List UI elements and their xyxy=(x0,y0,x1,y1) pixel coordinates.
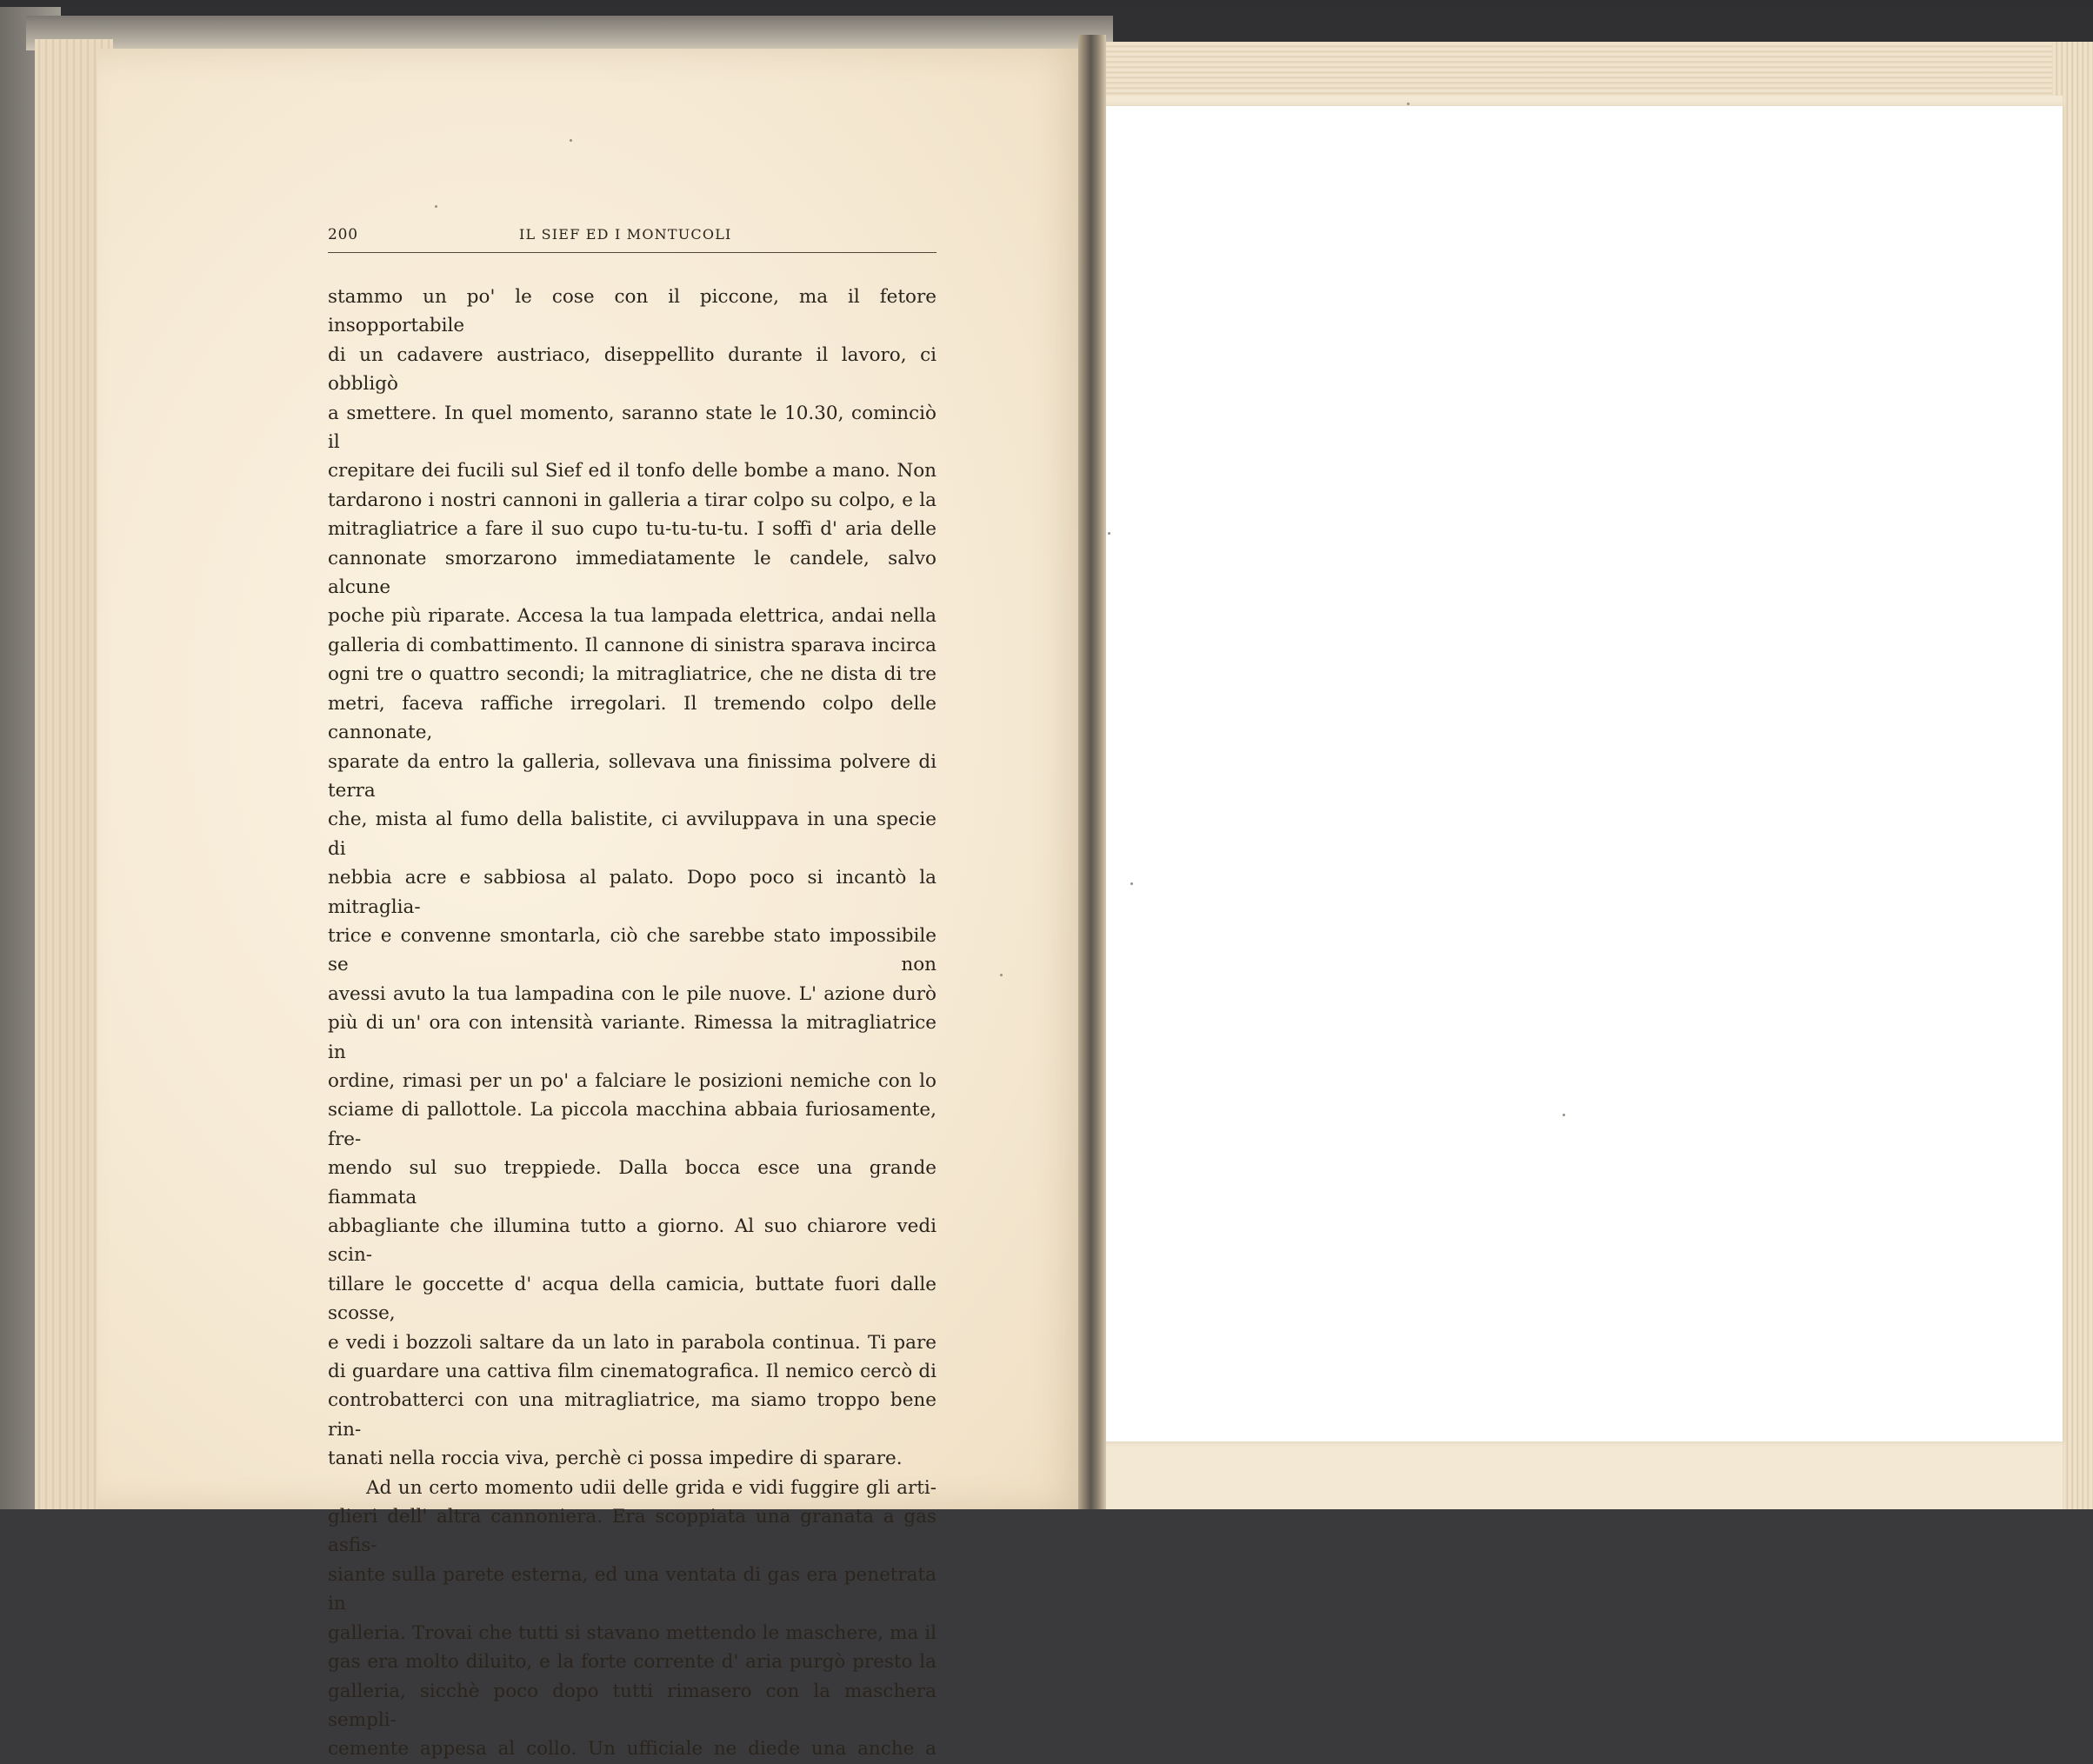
text-line: avessi avuto la tua lampadina con le pile nuove. L' azione durò xyxy=(328,982,937,1005)
text-line: galleria. Trovai che tutti si stavano mettendo le maschere, ma il xyxy=(328,1621,937,1644)
text-line: gas era molto diluito, e la forte corrente d' aria purgò presto la xyxy=(328,1651,937,1674)
text-line: trice e convenne smontarla, ciò che sarebbe stato impossibile se non xyxy=(328,924,937,976)
text-line: siante sulla parete esterna, ed una ventata di gas era penetrata in xyxy=(328,1563,937,1615)
text-line: ogni tre o quattro secondi; la mitragliatrice, che ne dista di tre xyxy=(328,663,937,686)
text-line: glieri dell' altra cannoniera. Era scoppiata una granata a gas asfis- xyxy=(328,1506,937,1557)
paper-speck xyxy=(1130,882,1133,885)
page-text-block xyxy=(328,217,937,1764)
book-cover-top xyxy=(26,16,1113,50)
text-line: di guardare una cattiva film cinematografica. Il nemico cercò di xyxy=(328,1361,937,1383)
text-line: crepitare dei fucili sul Sief ed il tonfo delle bombe a mano. Non xyxy=(328,460,937,483)
text-line: abbagliante che illumina tutto a giorno. Al suo chiarore vedi scin- xyxy=(328,1215,937,1267)
text-line: nebbia acre e sabbiosa al palato. Dopo poco si incantò la mitraglia- xyxy=(328,867,937,918)
paper-speck xyxy=(570,139,572,142)
text-line: tillare le goccette d' acqua della camicia, buttate fuori dalle scosse, xyxy=(328,1273,937,1325)
text-line: di un cadavere austriaco, diseppellito durante il lavoro, ci obbligò xyxy=(328,343,937,396)
text-line: mendo sul suo treppiede. Dalla bocca esce una grande fiammata xyxy=(328,1157,937,1208)
text-line: galleria di combattimento. Il cannone di sinistra sparava incirca xyxy=(328,634,937,656)
running-head xyxy=(328,217,937,253)
paper-speck xyxy=(1108,532,1110,535)
text-line: Ad un certo momento udii delle grida e vidi fuggire gli arti- xyxy=(366,1476,937,1499)
running-title: IL SIEF ED I MONTUCOLI xyxy=(519,226,732,243)
paper-speck xyxy=(1563,1114,1565,1116)
text-line: sparate da entro la galleria, sollevava una finissima polvere di terra xyxy=(328,750,937,802)
text-line: ordine, rimasi per un po' a falciare le posizioni nemiche con lo xyxy=(328,1069,937,1092)
text-line: mitragliatrice a fare il suo cupo tu-tu-tu-tu. I soffi d' aria delle xyxy=(328,518,937,541)
text-line: e vedi i bozzoli saltare da un lato in parabola continua. Ti pare xyxy=(328,1331,937,1354)
text-line: metri, faceva raffiche irregolari. Il tremendo colpo delle cannonate, xyxy=(328,692,937,744)
text-line: galleria, sicchè poco dopo tutti rimasero con la maschera sempli- xyxy=(328,1680,937,1731)
paper-speck xyxy=(435,205,437,208)
body-text xyxy=(328,283,937,1764)
text-line: tardarono i nostri cannoni in galleria a tirar colpo su colpo, e la xyxy=(328,489,937,511)
text-line: sciame di pallottole. La piccola macchina abbaia furiosamente, fre- xyxy=(328,1099,937,1150)
text-line: stammo un po' le cose con il piccone, ma il fetore insopportabile xyxy=(328,286,937,337)
paragraph-1 xyxy=(328,283,937,1474)
blank-right-sheet xyxy=(1097,106,2063,1441)
book-gutter xyxy=(1078,35,1106,1509)
text-line: tanati nella roccia viva, perchè ci possa impedire di sparare. xyxy=(328,1448,903,1470)
page-number: 200 xyxy=(328,226,358,243)
text-line: cemente appesa al collo. Un ufficiale ne diede una anche a xyxy=(328,1738,937,1761)
paragraph-2 xyxy=(328,1474,937,1764)
text-line: che, mista al fumo della balistite, ci avviluppava in una specie di xyxy=(328,809,937,860)
paper-speck xyxy=(1407,103,1410,105)
paper-speck xyxy=(1000,974,1003,976)
text-line: controbatterci con una mitragliatrice, ma siamo troppo bene rin- xyxy=(328,1389,937,1441)
text-line: cannonate smorzarono immediatamente le candele, salvo alcune xyxy=(328,547,937,599)
text-line: a smettere. In quel momento, saranno state le 10.30, cominciò il xyxy=(328,402,937,454)
text-line: più di un' ora con intensità variante. Rimessa la mitragliatrice in xyxy=(328,1012,937,1063)
text-line: poche più riparate. Accesa la tua lampada elettrica, andai nella xyxy=(328,605,937,628)
